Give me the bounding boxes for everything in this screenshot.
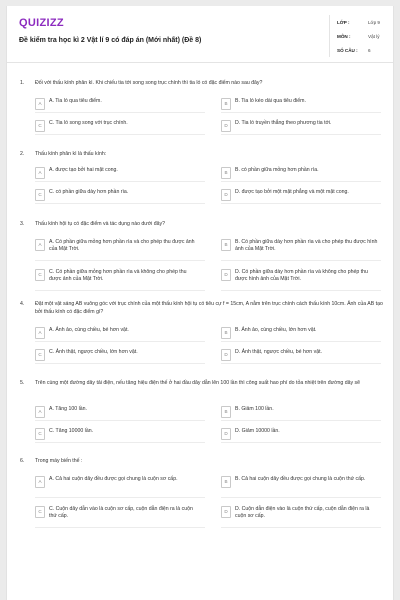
meta-row-subject xyxy=(330,29,388,43)
option-text: B. Giảm 100 lần. xyxy=(235,406,274,412)
option-text: D. được tạo bởi một mặt phẳng và một mặt cong. xyxy=(235,189,349,195)
option-letter: D xyxy=(221,428,231,440)
option-text: D. Ảnh thật, ngược chiều, bé hơn vật. xyxy=(235,349,322,355)
meta-value: Lớp 9 xyxy=(368,19,380,25)
meta-row-question-count xyxy=(330,43,388,57)
option-b[interactable] xyxy=(221,406,381,421)
option-letter: C xyxy=(35,120,45,132)
option-letter: A xyxy=(35,476,45,488)
question-text: Thấu kính phân kì là thấu kính: xyxy=(35,151,107,157)
option-text: D. Tia ló truyền thẳng theo phương tia tới. xyxy=(235,120,332,126)
option-a[interactable] xyxy=(35,98,205,113)
option-letter: D xyxy=(221,189,231,201)
option-text: B. Cả hai cuộn dây đều được gọi chung là cuộn thứ cấp. xyxy=(235,476,366,482)
option-text: C. Cuộn dây dẫn vào là cuộn sơ cấp, cuộn dẫn điện ra là cuộn thứ cấp. xyxy=(49,506,193,520)
option-text: C. Tăng 10000 lần. xyxy=(49,428,94,434)
option-text: C. Ảnh thật, ngược chiều, lớn hơn vật. xyxy=(49,349,138,355)
option-text: C. Có phần giữa mỏng hơn phần rìa và không cho phép thu được ảnh của Mặt Trời. xyxy=(49,269,187,283)
option-d[interactable] xyxy=(221,120,381,135)
option-a[interactable] xyxy=(35,406,205,421)
option-letter: D xyxy=(221,269,231,281)
option-text: B. có phần giữa mỏng hơn phần rìa. xyxy=(235,167,319,173)
option-letter: B xyxy=(221,98,231,110)
option-letter: C xyxy=(35,428,45,440)
question-number: 2. xyxy=(20,151,25,157)
option-letter: D xyxy=(221,349,231,361)
option-text: D. Cuộn dẫn điện vào là cuộn thứ cấp, cuộn dẫn điện ra là cuộn sơ cấp. xyxy=(235,506,370,520)
question-text: Trên cùng một đường dây tải điện, nếu tăng hiệu điện thế ở hai đầu dây dẫn lên 100 lần thì công suất hao phí do tỏa nhiệt trên đường dây sẽ xyxy=(35,380,360,386)
option-b[interactable] xyxy=(221,476,381,498)
option-text: D. Có phần giữa dày hơn phần rìa và không cho phép thu được hình ảnh của Mặt Trời. xyxy=(235,269,368,283)
option-letter: C xyxy=(35,189,45,201)
question-text: Đặt một vật sáng AB vuông góc với trục chính của một thấu kính hội tụ có tiêu cự f = 15cm, A nằm trên trục chính cách thấu kính 10cm. Ảnh của AB tạo bởi thấu kính có đặc điểm gì? xyxy=(35,301,383,315)
option-c[interactable] xyxy=(35,428,205,443)
option-text: C. Tia ló song song với trục chính. xyxy=(49,120,128,126)
meta-row-class xyxy=(330,15,388,29)
option-letter: D xyxy=(221,120,231,132)
quizizz-logo[interactable]: QUIZIZZ xyxy=(19,17,64,29)
option-a[interactable] xyxy=(35,239,205,261)
meta-key: SỐ CÂU : xyxy=(337,47,358,53)
option-letter: B xyxy=(221,476,231,488)
meta-key: LỚP : xyxy=(337,19,350,25)
option-text: B. Tia ló kéo dài qua tiêu điểm. xyxy=(235,98,306,104)
option-c[interactable] xyxy=(35,349,205,364)
page-title: Đề kiểm tra học kì 2 Vật lí 9 có đáp án (Mới nhất) (Đề 8) xyxy=(19,37,202,44)
option-d[interactable] xyxy=(221,349,381,364)
option-d[interactable] xyxy=(221,506,381,528)
option-c[interactable] xyxy=(35,120,205,135)
option-b[interactable] xyxy=(221,239,381,261)
option-letter: B xyxy=(221,239,231,251)
option-text: C. có phần giữa dày hơn phần rìa. xyxy=(49,189,129,195)
question-number: 3. xyxy=(20,221,25,227)
option-letter: A xyxy=(35,406,45,418)
meta-value: 6 xyxy=(368,47,371,53)
option-b[interactable] xyxy=(221,167,381,182)
option-letter: A xyxy=(35,327,45,339)
option-c[interactable] xyxy=(35,506,205,528)
meta-value: Vật lý xyxy=(368,33,380,39)
option-b[interactable] xyxy=(221,98,381,113)
question-number: 5. xyxy=(20,380,25,386)
option-letter: A xyxy=(35,167,45,179)
option-d[interactable] xyxy=(221,189,381,204)
meta-key: MÔN : xyxy=(337,33,351,39)
option-text: A. được tạo bởi hai mặt cong. xyxy=(49,167,118,173)
question-number: 1. xyxy=(20,80,25,86)
meta-info-table xyxy=(329,15,388,57)
option-letter: B xyxy=(221,167,231,179)
option-text: A. Có phần giữa mỏng hơn phần rìa và cho phép thu được ảnh của Mặt Trời. xyxy=(49,239,195,253)
option-letter: C xyxy=(35,349,45,361)
option-text: D. Giảm 10000 lần. xyxy=(235,428,280,434)
option-letter: A xyxy=(35,239,45,251)
option-letter: C xyxy=(35,506,45,518)
option-a[interactable] xyxy=(35,327,205,342)
question-text: Đối với thấu kính phân kì. Khi chiếu tia tới song song trục chính thì tia ló có đặc điểm nào sau đây? xyxy=(35,80,263,86)
option-c[interactable] xyxy=(35,189,205,204)
option-text: B. Ảnh ảo, cùng chiều, lớn hơn vật. xyxy=(235,327,317,333)
option-text: A. Ảnh ảo, cùng chiều, bé hơn vật. xyxy=(49,327,129,333)
option-b[interactable] xyxy=(221,327,381,342)
option-letter: A xyxy=(35,98,45,110)
option-text: B. Có phần giữa dày hơn phần rìa và cho phép thu được hình ảnh của Mặt Trời. xyxy=(235,239,378,253)
question-number: 6. xyxy=(20,458,25,464)
option-a[interactable] xyxy=(35,167,205,182)
question-text: Thấu kính hội tụ có đặc điểm và tác dụng nào dưới đây? xyxy=(35,221,166,227)
option-d[interactable] xyxy=(221,428,381,443)
option-text: A. Tia ló qua tiêu điểm. xyxy=(49,98,102,104)
option-letter: D xyxy=(221,506,231,518)
worksheet-page xyxy=(6,6,394,600)
option-letter: B xyxy=(221,406,231,418)
option-text: A. Tăng 100 lần. xyxy=(49,406,87,412)
option-letter: C xyxy=(35,269,45,281)
option-letter: B xyxy=(221,327,231,339)
option-a[interactable] xyxy=(35,476,205,498)
question-number: 4. xyxy=(20,301,25,307)
worksheet-header xyxy=(7,6,393,63)
option-d[interactable] xyxy=(221,269,381,291)
option-text: A. Cả hai cuộn dây đều được gọi chung là cuộn sơ cấp. xyxy=(49,476,178,482)
option-c[interactable] xyxy=(35,269,205,291)
question-text: Trong máy biến thế : xyxy=(35,458,83,464)
